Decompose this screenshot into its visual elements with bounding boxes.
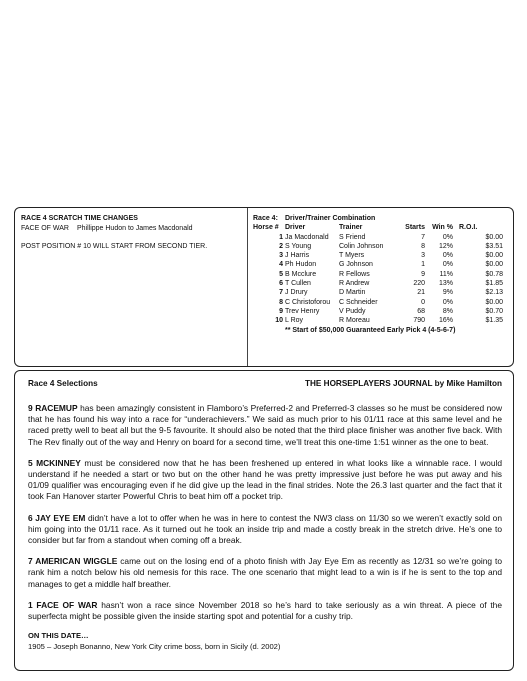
win-percent-value: 0% <box>442 261 453 269</box>
combo-row <box>253 260 511 269</box>
panel-divider <box>247 208 248 366</box>
driver-name: J Drury <box>285 289 308 297</box>
combo-footnote: ** Start of $50,000 Guaranteed Early Pick 4 (4-5-6-7) <box>285 326 456 334</box>
combo-row <box>253 233 511 242</box>
pick-analysis: has been amazingly consistent in Flamboro’s Preferred-2 and Preferred-3 classes so he must be considered now that he has found his way into a race for “underachievers.” We said as much prior to his 01/11 race at this same level and he raced pretty well to beat all but the 9-5 favourite. It should also be noted that the third place finisher was another five back. With The Rev finally out of the way and Henry on board for a second time, we’ll treat this one-time 1:51 winner as the one to beat. <box>28 403 503 447</box>
pick-horse: 9 RACEMUP <box>28 403 78 413</box>
horse-number: 5 <box>279 270 283 278</box>
roi-value: $1.85 <box>485 280 503 288</box>
win-percent-value: 8% <box>442 307 453 315</box>
horse-number: 7 <box>279 289 283 297</box>
win-percent-value: 12% <box>438 242 453 250</box>
roi-value: $1.35 <box>485 317 503 325</box>
starts-value: 1 <box>421 261 425 269</box>
header-roi: R.O.I. <box>459 224 478 232</box>
selections-panel <box>14 370 514 671</box>
trainer-name: G Johnson <box>339 261 373 269</box>
horse-number: 3 <box>279 252 283 260</box>
win-percent-value: 9% <box>442 289 453 297</box>
scratch-change-horse: FACE OF WAR <box>21 224 69 232</box>
on-this-date-heading: ON THIS DATE… <box>28 631 89 641</box>
starts-value: 220 <box>413 280 425 288</box>
combo-race-label: Race 4: <box>253 215 278 222</box>
starts-value: 3 <box>421 252 425 260</box>
combo-row <box>253 298 511 307</box>
driver-name: B Mcclure <box>285 270 317 278</box>
selections-heading: Race 4 Selections <box>28 379 98 388</box>
pick-paragraph <box>28 403 502 448</box>
selections-header <box>28 379 502 393</box>
driver-name: Trev Henry <box>285 307 320 315</box>
combo-row <box>253 242 511 251</box>
combo-row <box>253 279 511 288</box>
driver-trainer-combination-table <box>253 214 511 335</box>
picks-list <box>28 403 502 622</box>
win-percent-value: 13% <box>438 280 453 288</box>
driver-name: L Roy <box>285 317 304 325</box>
header-driver: Driver <box>285 224 306 232</box>
combo-title: Driver/Trainer Combination <box>285 215 376 222</box>
selections-content <box>28 379 502 651</box>
trainer-name: D Martin <box>339 289 366 297</box>
roi-value: $0.00 <box>485 298 503 306</box>
driver-name: J Harris <box>285 252 310 260</box>
trainer-name: Colin Johnson <box>339 242 384 250</box>
scratch-changes-section <box>21 214 243 252</box>
pick-analysis: hasn’t won a race since November 2018 so he’s hard to take seriously as a win threat. A piece of the superfecta might be possible given the inside starting spot and potential for a cushy trip. <box>28 599 502 622</box>
combo-row <box>253 316 511 325</box>
combo-row <box>253 270 511 279</box>
combo-header-row <box>253 223 511 232</box>
driver-name: C Christoforou <box>285 298 331 306</box>
scratch-change-row <box>21 224 243 234</box>
trainer-name: R Moreau <box>339 317 370 325</box>
pick-paragraph <box>28 556 502 590</box>
post-position-note: POST POSITION # 10 WILL START FROM SECOND TIER. <box>21 243 208 250</box>
trainer-name: S Friend <box>339 233 366 241</box>
horse-number: 10 <box>275 317 283 325</box>
header-starts: Starts <box>405 224 425 232</box>
scratch-change-detail: Phillippe Hudon to James Macdonald <box>76 224 193 232</box>
starts-value: 790 <box>413 317 425 325</box>
win-percent-value: 11% <box>439 270 453 278</box>
roi-value: $0.00 <box>485 233 503 241</box>
roi-value: $3.51 <box>485 242 503 250</box>
driver-name: S Young <box>285 242 312 250</box>
driver-name: Ja Macdonald <box>285 233 329 241</box>
pick-analysis: must be considered now that he has been freshened up entered in what looks like a winnable race. I would understand if he needed a start or two but on the other hand he was pretty impressive just before he was put away and his 01/09 qualifier was encouraging even if he did give up the lead in the final strides. Note the 26.3 last quarter and the fact that it took Fan Hanover starter Powerful Chris to beat him off a pocket trip. <box>28 457 502 502</box>
horse-number: 9 <box>279 307 283 315</box>
trainer-name: C Schneider <box>339 298 378 306</box>
win-percent-value: 0% <box>442 298 453 306</box>
pick-analysis: didn’t have a lot to offer when he was in here to contest the NW3 class on 11/30 so we weren’t exactly sold on him going into the 01/11 race. As it turned out he took an inside trip and made a costly break in the stretch drive. He’s one to consider but far from a standout when coming off a break. <box>28 512 502 546</box>
horse-number: 6 <box>279 280 283 288</box>
header-trainer: Trainer <box>339 224 363 232</box>
roi-value: $0.78 <box>485 270 503 278</box>
pick-paragraph <box>28 513 502 547</box>
pick-horse: 7 AMERICAN WIGGLE <box>28 556 118 567</box>
roi-value: $0.00 <box>485 252 503 260</box>
pick-horse: 6 JAY EYE EM <box>28 512 86 523</box>
horse-number: 8 <box>279 298 283 306</box>
journal-byline: THE HORSEPLAYERS JOURNAL by Mike Hamilton <box>305 379 502 388</box>
driver-name: T Cullen <box>285 280 311 288</box>
trainer-name: V Puddy <box>339 307 366 315</box>
starts-value: 7 <box>421 233 425 241</box>
combo-row <box>253 307 511 316</box>
combo-row <box>253 288 511 297</box>
horse-number: 1 <box>279 233 283 241</box>
win-percent-value: 16% <box>438 317 453 325</box>
win-percent-value: 0% <box>442 233 453 241</box>
starts-value: 21 <box>417 289 425 297</box>
header-win-percent: Win % <box>432 224 453 232</box>
driver-name: Ph Hudon <box>285 261 317 269</box>
combo-row <box>253 251 511 260</box>
roi-value: $0.70 <box>485 307 503 315</box>
roi-value: $0.00 <box>485 261 503 269</box>
pick-paragraph <box>28 458 502 503</box>
trainer-name: R Fellows <box>339 270 370 278</box>
trainer-name: T Myers <box>339 252 365 260</box>
starts-value: 9 <box>421 270 425 278</box>
roi-value: $2.13 <box>485 289 503 297</box>
starts-value: 0 <box>421 298 425 306</box>
pick-horse: 5 MCKINNEY <box>28 457 81 468</box>
combo-title-row <box>253 214 511 223</box>
trainer-name: R Andrew <box>339 280 370 288</box>
starts-value: 8 <box>421 242 425 250</box>
horse-number: 4 <box>279 261 283 269</box>
combo-rows <box>253 233 511 326</box>
scratch-and-combination-panel <box>14 207 514 367</box>
pick-horse: 1 FACE OF WAR <box>28 599 98 610</box>
scratch-title: RACE 4 SCRATCH TIME CHANGES <box>21 215 138 222</box>
header-horse-number: Horse # <box>253 224 279 232</box>
starts-value: 68 <box>417 307 425 315</box>
win-percent-value: 0% <box>442 252 453 260</box>
pick-paragraph <box>28 600 502 622</box>
horse-number: 2 <box>279 242 283 250</box>
on-this-date-text: 1905 – Joseph Bonanno, New York City crime boss, born in Sicily (d. 2002) <box>28 642 281 652</box>
pick-analysis: came out on the losing end of a photo finish with Jay Eye Em as recently as 12/31 so we’re going to rank him a notch below his old nemesis for this race. The one scenario that might lead to a win is if he is sent to the top and manages to get a middle half breather. <box>28 556 502 589</box>
